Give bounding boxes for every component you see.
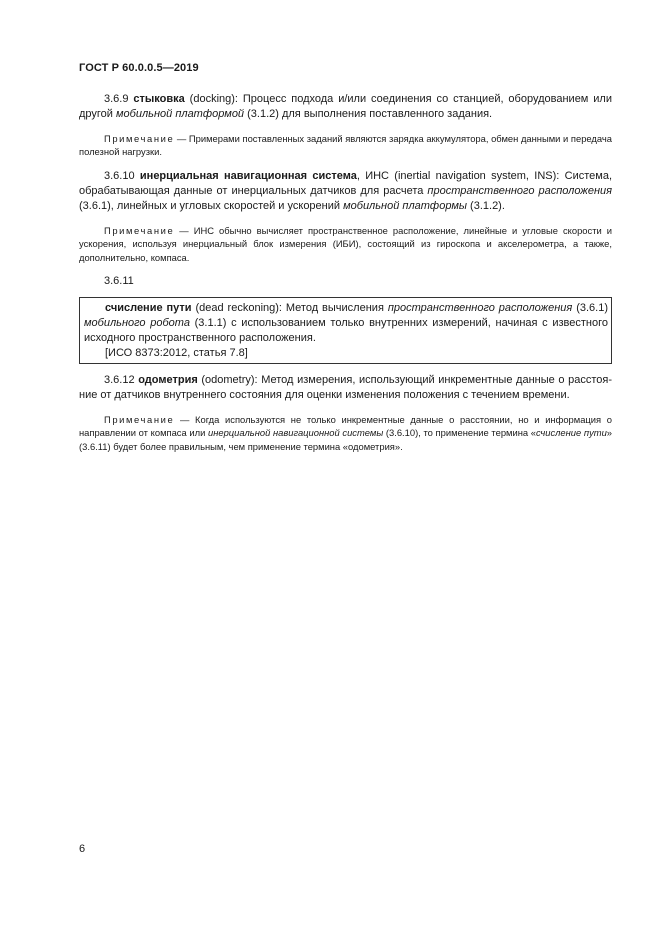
note-crossref: инерциальной навигационной системы [208,427,384,439]
page-number: 6 [79,843,86,855]
entry-3-6-11 [84,301,608,346]
entry-3-6-11-number: 3.6.11 [104,275,134,288]
entry-3-6-10 [79,169,612,214]
entry-text: (3.6.1), линейных и угловых скоростей и ускорений [79,199,344,212]
note-text: — Когда используются не только инкрементные данные о расстоянии, но и информация о направлении от компаса или [79,414,612,439]
note-label: Примечание [104,133,175,144]
entry-text: (3.1.2) для выполнения поставленного задания. [244,108,493,120]
entry-3-6-9 [79,92,612,122]
entry-text: (odometry): Метод измерения, использующий инкрементные данные о расстоя-ние от датчиков внутреннего состояния для оценки изменения положения с течением времени. [79,374,612,402]
entry-crossref: пространственного расположения [387,302,573,315]
source-reference: [ИСО 8373:2012, статья 7.8] [105,347,248,360]
entry-text: (3.1.2). [467,199,505,212]
entry-3-6-12 [79,373,612,403]
entry-text: (3.6.1) [572,302,608,315]
document-header: ГОСТ Р 60.0.0.5—2019 [79,62,199,74]
note-3-6-9 [79,132,612,159]
entry-crossref: пространственного расположения [427,184,612,197]
document-body [79,90,612,453]
entry-text: , ИНС (inertial navigation system, INS): Система, обрабатывающая данные от инерциальных датчиков для расчета [79,169,613,197]
entry-crossref: мобильной платформой [116,108,245,120]
entry-number: 3.6.10 [104,169,135,182]
entry-crossref: мобильного робота [84,317,190,330]
note-text: — ИНС обычно вычисляет пространственное расположение, линейные и угловые скорости и ускорения, используя инерциальный блок измерения (ИБИ), состоящий из гироскопа и акселерометра, а также, дополнительно, компаса. [79,224,612,263]
note-3-6-10 [79,224,612,264]
entry-number: 3.6.9 [104,93,129,105]
note-text: (3.6.10), то применение термина « [383,427,537,439]
quoted-definition-box [79,297,612,364]
entry-term: одометрия [138,374,198,387]
note-text: » (3.6.11) будет более правильным, чем применение термина «одометрия». [79,427,612,452]
entry-term: стыковка [133,93,185,105]
entry-text: (docking): Процесс подхода и/или соединения со станцией, оборудованием или другой [79,93,612,120]
note-text: — Примерами поставленных заданий являются зарядка аккумулятора, обмен данными и передача полезной нагрузки. [79,133,612,158]
entry-text: (3.1.1) с использованием только внутренних измерений, начиная с известного исходного пространственного расположения. [84,317,608,345]
note-crossref: счисление пути [536,427,607,439]
entry-number: 3.6.12 [104,374,135,387]
note-label: Примечание [104,224,175,236]
entry-term: счисление пути [105,302,192,315]
entry-term: инерциальная навигационная система [139,169,357,182]
entry-text: (dead reckoning): Метод вычисления [191,302,388,315]
entry-crossref: мобильной платформы [343,199,467,212]
note-3-6-12 [79,413,612,453]
note-label: Примечание [104,414,175,426]
